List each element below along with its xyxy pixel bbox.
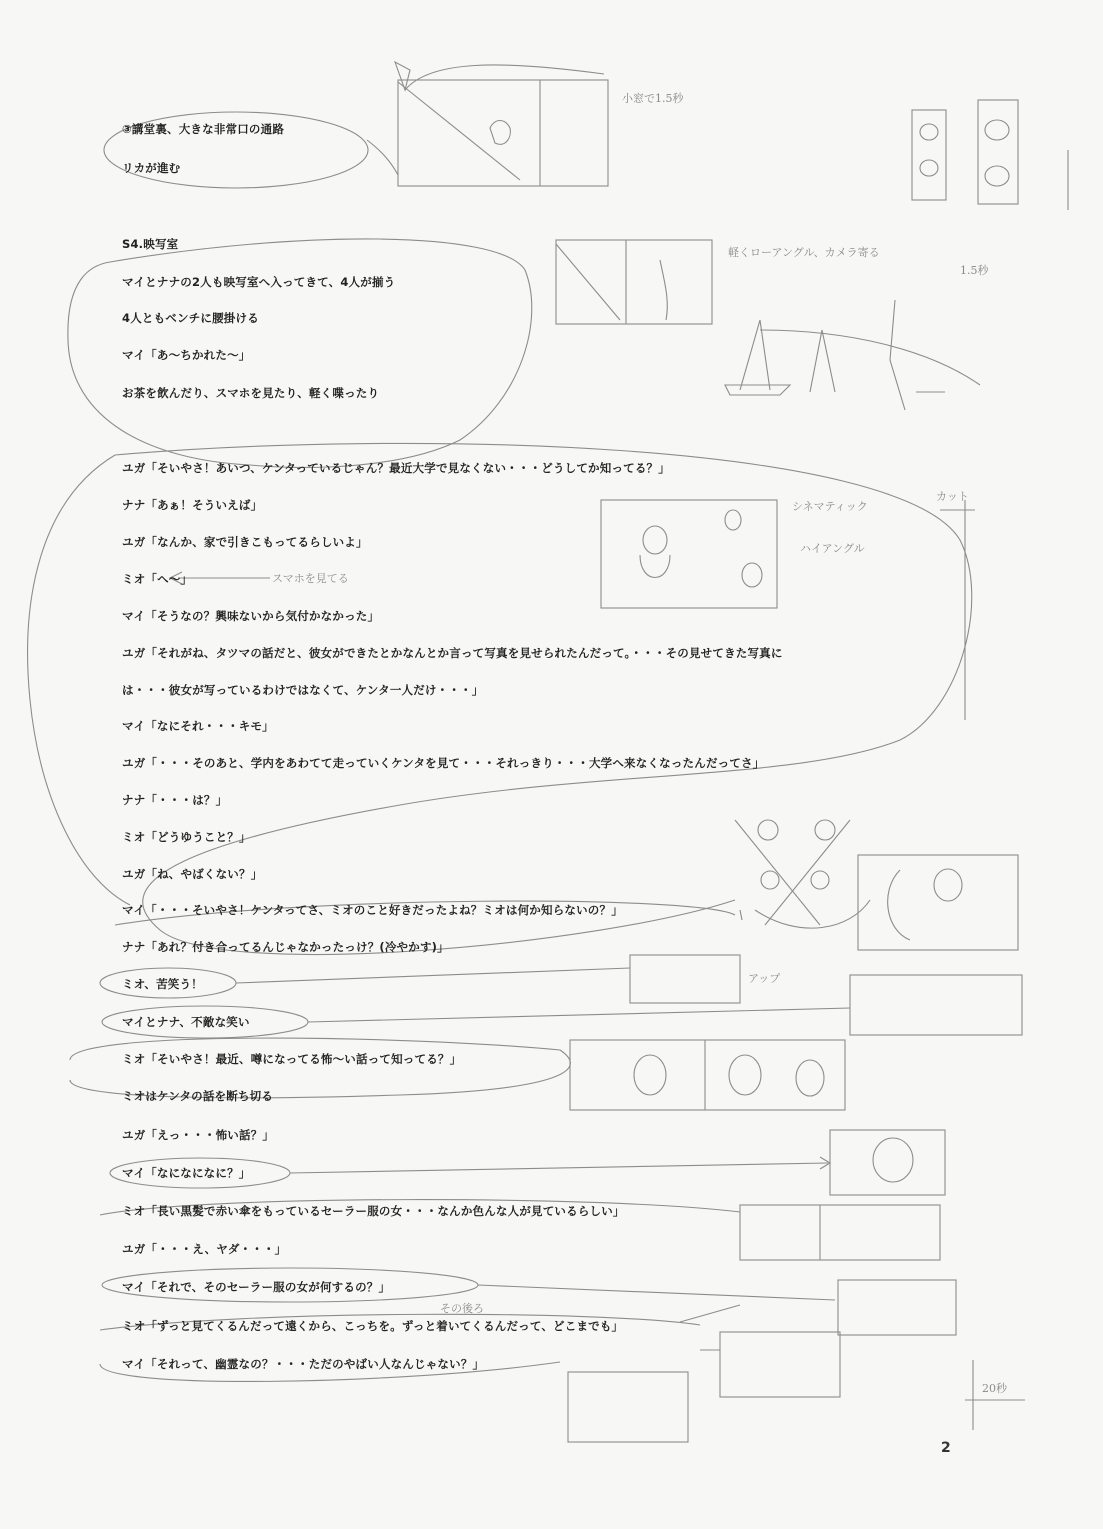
handwritten-note: 軽くローアングル、カメラ寄る (728, 246, 880, 259)
handwritten-note: 1.5秒 (960, 264, 989, 277)
action-line: リカが進む (122, 161, 181, 175)
dialogue-line: マイ「なにそれ・・・キモ」 (122, 719, 274, 733)
action-line: お茶を飲んだり、スマホを見たり、軽く喋ったり (122, 386, 380, 400)
dialogue-line: ユガ「それがね、タツマの話だと、彼女ができたとかなんとか言って写真を見せられたんだって。・・・その見せてきた写真に (122, 646, 783, 660)
handwritten-note: カット (936, 490, 969, 503)
dialogue-line: ミオ「へ〜」 (122, 572, 193, 586)
dialogue-line: マイ「それで、そのセーラー服の女が何するの？」 (122, 1280, 391, 1294)
dialogue-line: は・・・彼女が写っているわけではなくて、ケンタ一人だけ・・・」 (122, 683, 484, 697)
handwritten-note: アップ (748, 972, 781, 985)
dialogue-line: ミオ「長い黒髪で赤い傘をもっているセーラー服の女・・・なんか色んな人が見ているらしい」 (122, 1204, 625, 1218)
scene-heading: S4.映写室 (122, 237, 179, 251)
handwritten-note: ハイアングル (800, 542, 865, 555)
dialogue-line: マイ「なになになに？」 (122, 1166, 251, 1180)
action-line: マイとナナ、不敵な笑い (122, 1015, 250, 1029)
handwritten-note: 小窓で1.5秒 (622, 92, 684, 105)
dialogue-line: ナナ「あれ？付き合ってるんじゃなかったっけ？(冷やかす)」 (122, 940, 449, 954)
dialogue-line: ミオ「そいやさ！最近、噂になってる怖〜い話って知ってる？」 (122, 1052, 462, 1066)
dialogue-line: ユガ「そいやさ！あいつ、ケンタっているじゃん？最近大学で見なくない・・・どうしてか知ってる？」 (122, 461, 670, 475)
handwritten-note: その後ろ (440, 1302, 484, 1315)
dialogue-line: ユガ「ね、やばくない？」 (122, 867, 263, 881)
dialogue-line: ナナ「・・・は？」 (122, 793, 228, 807)
page-number: 2 (941, 1440, 951, 1456)
dialogue-line: ナナ「あぁ！そういえば」 (122, 498, 263, 512)
handwritten-note: シネマティック (792, 500, 868, 513)
dialogue-line: ユガ「・・・そのあと、学内をあわてて走っていくケンタを見て・・・それっきり・・・大学へ来なくなったんだってさ」 (122, 756, 765, 770)
dialogue-line: マイ「それって、幽霊なの？・・・ただのやばい人なんじゃない？」 (122, 1357, 485, 1371)
dialogue-line: マイ「あ〜ちかれた〜」 (122, 348, 251, 362)
dialogue-line: ユガ「えっ・・・怖い話？」 (122, 1128, 275, 1142)
action-line: マイとナナの2人も映写室へ入ってきて、4人が揃う (122, 275, 396, 289)
action-line: ミオ、苦笑う！ (122, 977, 203, 991)
dialogue-line: ユガ「・・・え、ヤダ・・・」 (122, 1242, 287, 1256)
dialogue-line: マイ「そうなの？興味ないから気付かなかった」 (122, 609, 380, 623)
dialogue-line: マイ「・・・そいやさ！ケンタってさ、ミオのこと好きだったよね？ミオは何か知らないの？」 (122, 903, 623, 917)
action-line: 4人ともベンチに腰掛ける (122, 311, 259, 325)
dialogue-line: ミオ「どうゆうこと？」 (122, 830, 251, 844)
action-line: ミオはケンタの話を断ち切る (122, 1089, 274, 1103)
scene-heading: ③講堂裏、大きな非常口の通路 (122, 122, 285, 136)
dialogue-line: ユガ「なんか、家で引きこもってるらしいよ」 (122, 535, 368, 549)
dialogue-line: ミオ「ずっと見てくるんだって遠くから、こっちを。ずっと着いてくるんだって、どこまでも」 (122, 1319, 624, 1333)
handwritten-note: スマホを見てる (272, 572, 349, 585)
handwritten-note: 20秒 (982, 1382, 1007, 1395)
